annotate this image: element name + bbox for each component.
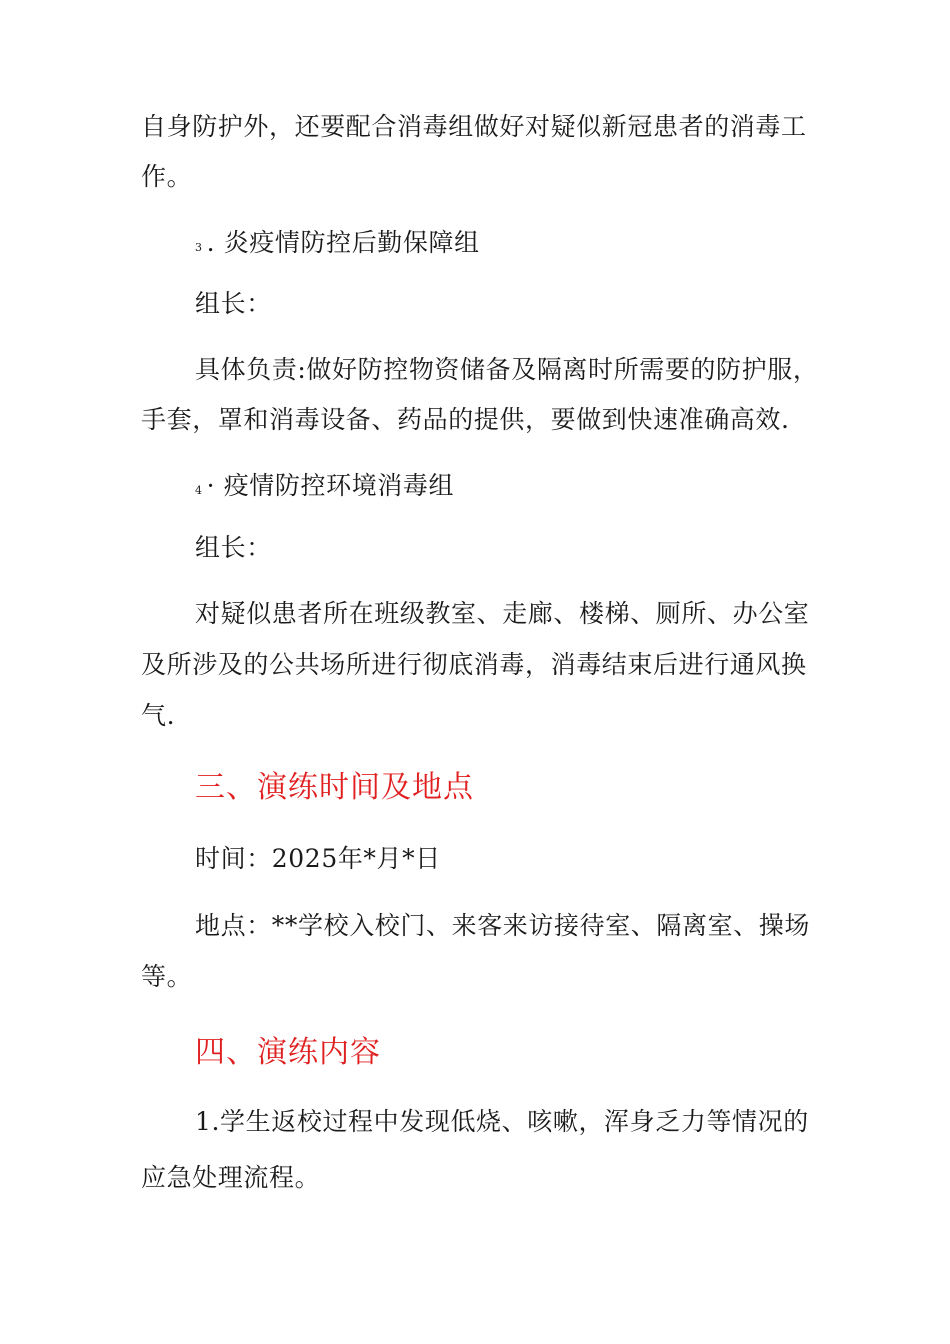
item-3-number: 3 xyxy=(195,241,203,254)
paragraph-line: 作。 xyxy=(141,162,193,191)
place-line: 地点：**学校入校门、来客来访接待室、隔离室、操场 xyxy=(195,911,811,940)
item-4-description-line: 对疑似患者所在班级教室、走廊、楼梯、厕所、办公室 xyxy=(195,599,810,628)
section-heading: 四、演练内容 xyxy=(195,1035,381,1070)
content-line: 1.学生返校过程中发现低烧、咳嗽，浑身乏力等情况的 xyxy=(195,1107,809,1136)
item-3-leader: 组长： xyxy=(195,289,272,318)
place-line: 等。 xyxy=(141,962,193,991)
item-3-description-line: 手套，罩和消毒设备、药品的提供，要做到快速准确高效. xyxy=(141,405,790,434)
time-line: 时间：2025年*月*日 xyxy=(195,844,441,873)
section-heading: 三、演练时间及地点 xyxy=(195,770,474,805)
paragraph-line: 自身防护外，还要配合消毒组做好对疑似新冠患者的消毒工 xyxy=(141,112,807,141)
item-3-title xyxy=(195,228,480,263)
item-4-title xyxy=(195,471,454,506)
item-4-leader: 组长： xyxy=(195,533,272,562)
item-3-description-line: 具体负责:做好防控物资储备及隔离时所需要的防护服， xyxy=(195,355,819,384)
item-4-description-line: 气. xyxy=(141,701,176,730)
content-line: 应急处理流程。 xyxy=(141,1163,321,1192)
item-4-number: 4 xyxy=(195,484,203,497)
item-4-title-text: · 疫情防控环境消毒组 xyxy=(206,471,455,500)
item-4-description-line: 及所涉及的公共场所进行彻底消毒，消毒结束后进行通风换 xyxy=(141,650,807,679)
item-3-title-text: . 炎疫情防控后勤保障组 xyxy=(206,228,480,257)
